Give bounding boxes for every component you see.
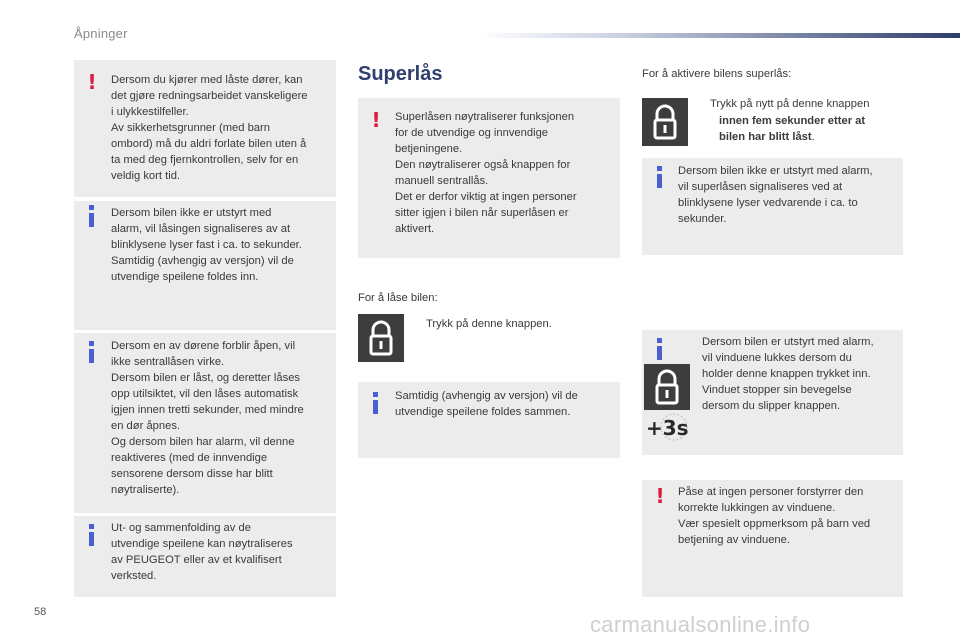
left-info-text-1: Dersom bilen ikke er utstyrt med alarm, vil låsingen signaliseres av at blinklysene lyser fast i ca. to sekunder. Samtidig (avhengig av versjon) vil de utvendige speilene foldes inn.	[111, 207, 302, 283]
left-info-box-3	[74, 516, 336, 597]
lock-icon	[642, 98, 688, 146]
page-number: 58	[34, 606, 47, 618]
middle-info-text: Samtidig (avhengig av versjon) vil de utvendige speilene foldes sammen.	[395, 390, 578, 418]
lock-intro-text: For å låse bilen:	[358, 292, 438, 304]
left-info-text-3: Ut- og sammenfolding av de utvendige speilene kan nøytraliseres av PEUGEOT eller av et kvalifisert verksted.	[111, 522, 293, 582]
left-info-text-2: Dersom en av dørene forblir åpen, vil ikke sentrallåsen virke. Dersom bilen er låst, og deretter låses opp utilsiktet, vil den låses automatisk igjen innen tretti sekunder, med mindre en dør åpnes. Og dersom bilen har alarm, vil denne reaktiveres (med de innvendige sensorene dersom disse har blitt nøytraliserte).	[111, 340, 304, 496]
lock-button-tile	[358, 314, 404, 362]
hold-duration-label: +3s	[646, 416, 689, 440]
right-warning-box	[642, 480, 903, 597]
hold-three-seconds-badge	[644, 411, 692, 443]
left-info-box-1	[74, 201, 336, 330]
right-warning-text: Påse at ingen personer forstyrrer den korrekte lukkingen av vinduene. Vær spesielt oppmerksom på barn ved betjening av vinduene.	[678, 486, 871, 546]
middle-warning-box	[358, 98, 620, 258]
page-section-title: Åpninger	[74, 26, 128, 41]
window-close-button-tile	[644, 364, 690, 410]
right-info-text-2: Dersom bilen er utstyrt med alarm, vil vinduene lukkes dersom du holder denne knappen trykket inn. Vinduet stopper sin bevegelse dersom du slipper knappen.	[702, 336, 874, 412]
right-info-box-1	[642, 158, 903, 255]
stopwatch-icon	[644, 411, 692, 443]
right-info-text-1: Dersom bilen ikke er utstyrt med alarm, vil superlåsen signaliseres ved at blinklysene lyser vedvarende i ca. to sekunder.	[678, 165, 873, 225]
lock-step: Trykk på denne knappen.	[426, 318, 552, 330]
warning-icon: !	[371, 108, 381, 132]
middle-warning-text: Superlåsen nøytraliserer funksjonen for de utvendige og innvendige betjeningene. Den nøytraliserer også knappen for manuell sentrallås. Det er derfor viktig at ingen personer sitter igjen i bilen når superlåsen er aktivert.	[395, 111, 577, 235]
left-warning-text: Dersom du kjører med låste dører, kan det gjøre redningsarbeidet vanskeligere i ulykkestilfeller. Av sikkerhetsgrunner (med barn ombord) må du aldri forlate bilen uten å ta med deg fjernkontrollen, selv for en veldig kort tid.	[111, 74, 308, 182]
header-gradient-bar	[478, 33, 960, 38]
superlock-button-tile	[642, 98, 688, 146]
left-info-box-2	[74, 333, 336, 513]
superlock-heading: Superlås	[358, 63, 443, 85]
warning-icon: !	[87, 70, 97, 94]
lock-icon	[644, 364, 690, 410]
lock-icon	[358, 314, 404, 362]
left-warning-box	[74, 60, 336, 197]
warning-icon: !	[655, 484, 665, 508]
watermark: carmanualsonline.info	[590, 612, 811, 637]
middle-info-box	[358, 382, 620, 458]
activate-intro-text: For å aktivere bilens superlås:	[642, 68, 792, 80]
activate-step: Trykk på nytt på denne knappen innen fem sekunder etter at bilen har blitt låst.	[710, 98, 870, 143]
